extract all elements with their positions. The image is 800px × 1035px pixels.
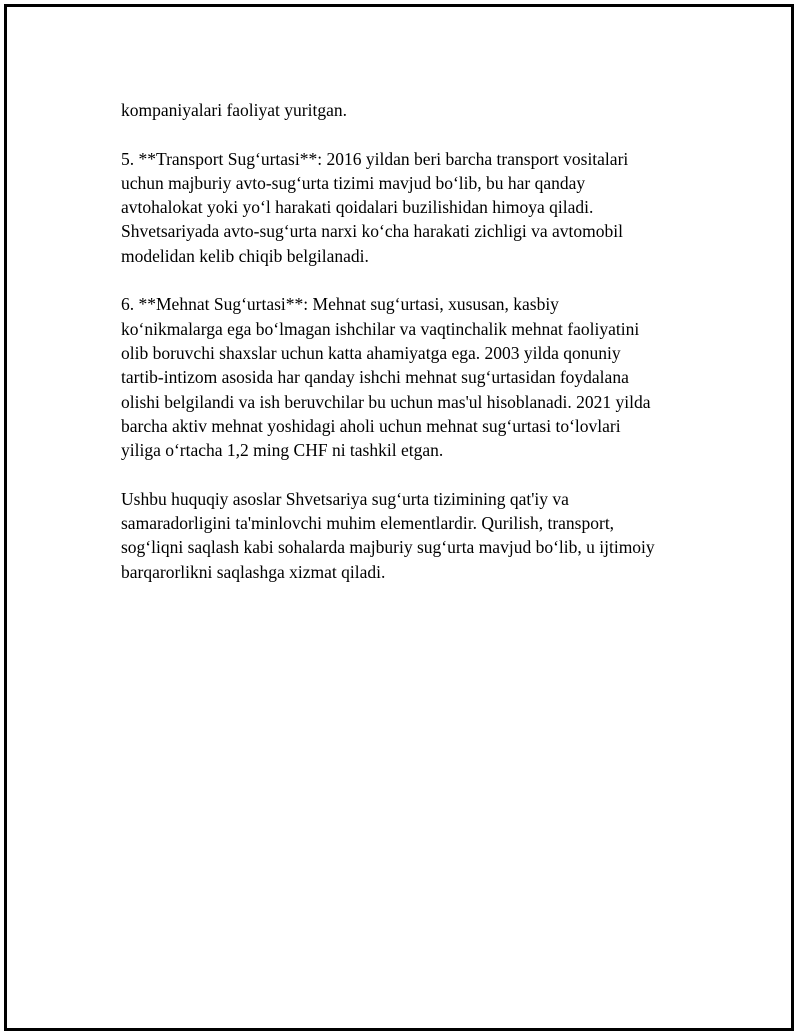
document-body xyxy=(121,98,691,608)
text-line: 5. **Transport Sug‘urtasi**: 2016 yildan beri barcha transport vositalari xyxy=(121,148,629,169)
text-line: olib boruvchi shaxslar uchun katta ahamiyatga ega. 2003 yilda qonuniy xyxy=(121,342,621,363)
text-line: avtohalokat yoki yo‘l harakati qoidalari buzilishidan himoya qiladi. xyxy=(121,197,594,218)
paragraph-transport-insurance xyxy=(121,147,691,268)
text-line: kompaniyalari faoliyat yuritgan. xyxy=(121,100,347,120)
text-line: Shvetsariyada avto-sug‘urta narxi ko‘cha harakati zichligi va avtomobil xyxy=(121,221,623,242)
paragraph-continuation xyxy=(121,98,691,122)
text-line: ko‘nikmalarga ega bo‘lmagan ishchilar va vaqtinchalik mehnat faoliyatini xyxy=(121,318,640,339)
text-line: Ushbu huquqiy asoslar Shvetsariya sug‘urta tizimining qat'iy va xyxy=(121,488,569,509)
text-line: uchun majburiy avto-sug‘urta tizimi mavjud bo‘lib, bu har qanday xyxy=(121,172,586,193)
page-frame xyxy=(4,4,794,1031)
text-line: barcha aktiv mehnat yoshidagi aholi uchun mehnat sug‘urtasi to‘lovlari xyxy=(121,415,621,436)
text-line: olishi belgilandi va ish beruvchilar bu uchun mas'ul hisoblanadi. 2021 yilda xyxy=(121,391,651,412)
text-line: 6. **Mehnat Sug‘urtasi**: Mehnat sug‘urtasi, xususan, kasbiy xyxy=(121,294,559,315)
text-line: yiliga o‘rtacha 1,2 ming CHF ni tashkil etgan. xyxy=(121,440,444,461)
paragraph-conclusion xyxy=(121,487,691,584)
text-line: samaradorligini ta'minlovchi muhim elementlardir. Qurilish, transport, xyxy=(121,513,615,534)
text-line: barqarorlikni saqlashga xizmat qiladi. xyxy=(121,561,386,582)
text-line: tartib-intizom asosida har qanday ishchi mehnat sug‘urtasidan foydalana xyxy=(121,367,629,388)
paragraph-labor-insurance xyxy=(121,292,691,462)
text-line: sog‘liqni saqlash kabi sohalarda majburiy sug‘urta mavjud bo‘lib, u ijtimoiy xyxy=(121,537,655,558)
text-line: modelidan kelib chiqib belgilanadi. xyxy=(121,245,369,266)
